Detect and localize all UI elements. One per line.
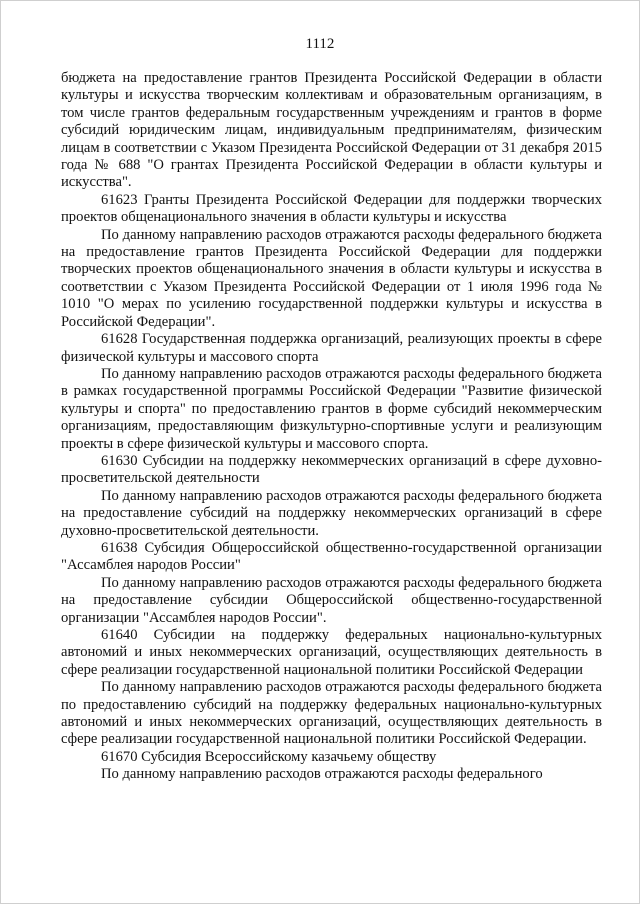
heading-61623: 61623 Гранты Президента Российской Федерации для поддержки творческих проектов общенационального значения в области культуры и искусства bbox=[61, 191, 602, 226]
paragraph-61670: По данному направлению расходов отражаются расходы федерального bbox=[101, 766, 543, 783]
heading-61638: 61638 Субсидия Общероссийской общественно-государственной организации "Ассамблея народов России" bbox=[61, 539, 602, 574]
heading-61640: 61640 Субсидии на поддержку федеральных национально-культурных автономий и иных некоммерческих организаций, осуществляющих деятельность в сфере реализации государственной национальной политики Российской Федерации bbox=[61, 627, 602, 678]
paragraph-61630: По данному направлению расходов отражаются расходы федерального бюджета на предоставление субсидий на поддержку некоммерческих организаций в сфере духовно-просветительской деятельности. bbox=[61, 487, 602, 539]
heading-61628: 61628 Государственная поддержка организаций, реализующих проекты в сфере физической культуры и массового спорта bbox=[61, 331, 602, 365]
paragraph-continuation: бюджета на предоставление грантов Президента Российской Федерации в области культуры и искусства творческим коллективам и образовательным организациям, в том числе грантов федеральным государственным учреждениям и грантов в форме субсидий юридическим лицам, индивидуальным предпринимателям, физическим лицам в соответствии с Указом Президента Российской Федерации от 31 декабря 2015 года № 688 "О грантах Президента Российской Федерации в области культуры и искусства". bbox=[61, 70, 602, 191]
page-number: 1112 bbox=[305, 36, 335, 52]
document-body bbox=[61, 70, 602, 784]
scan-edge-left bbox=[0, 0, 1, 904]
paragraph-61623: По данному направлению расходов отражаются расходы федерального бюджета на предоставление грантов Президента Российской Федерации для поддержки творческих проектов общенационального значения в области культуры и искусства в соответствии с Указом Президента Российской Федерации от 1 июля 1996 года № 1010 "О мерах по усилению государственной поддержки культуры и искусства в Российской Федерации". bbox=[61, 226, 602, 330]
paragraph-61640: По данному направлению расходов отражаются расходы федерального бюджета по предоставлению субсидий на поддержку федеральных национально-культурных автономий и иных некоммерческих организаций, осуществляющих деятельность в сфере реализации государственной национальной политики Российской Федерации. bbox=[61, 679, 602, 748]
heading-61670: 61670 Субсидия Всероссийскому казачьему обществу bbox=[101, 748, 437, 765]
heading-61630: 61630 Субсидии на поддержку некоммерческих организаций в сфере духовно-просветительской деятельности bbox=[61, 452, 602, 487]
scan-edge-top bbox=[0, 0, 640, 1]
paragraph-61628: По данному направлению расходов отражаются расходы федерального бюджета в рамках государственной программы Российской Федерации "Развитие физической культуры и спорта" по предоставлению грантов в форме субсидий некоммерческим организациям, предоставляющим физкультурно-спортивные услуги и реализующим проекты в сфере физической культуры и массового спорта. bbox=[61, 365, 602, 452]
paragraph-61638: По данному направлению расходов отражаются расходы федерального бюджета на предоставление субсидии Общероссийской общественно-государственной организации "Ассамблея народов России". bbox=[61, 574, 602, 626]
